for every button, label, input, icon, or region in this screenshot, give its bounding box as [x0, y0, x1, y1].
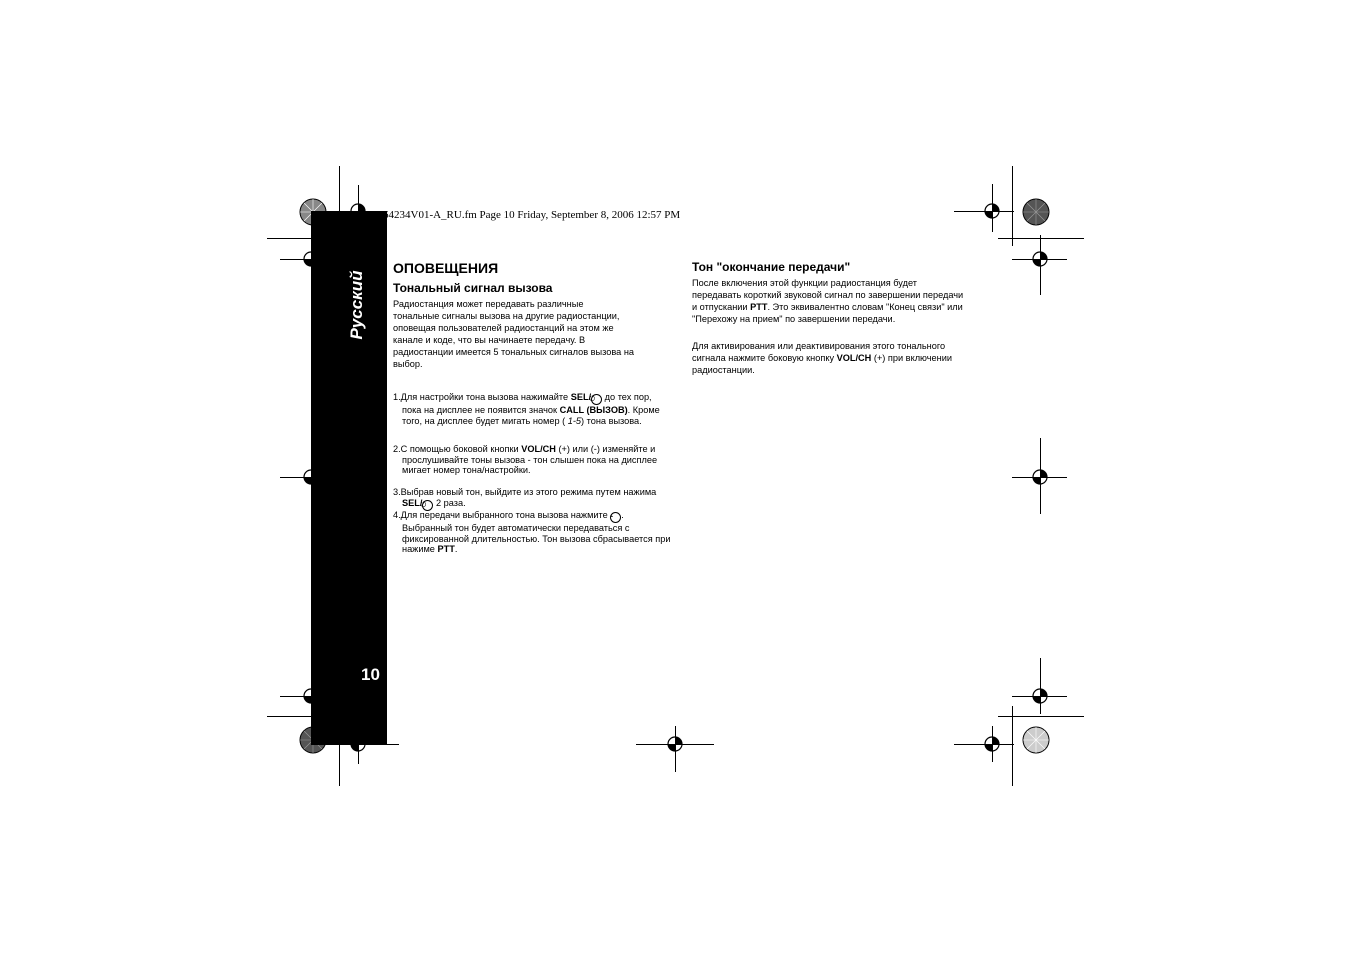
end-tone-title: Тон "окончание передачи": [692, 260, 851, 274]
intro-line: канале и коде, что вы начинаете передачу. В: [393, 335, 586, 345]
crop-mark: [998, 716, 1084, 717]
step-2: 2.С помощью боковой кнопки VOL/CH (+) или (-) изменяйте и прослушивайте тоны вызова - тон слышен пока на дисплее мигает номер тона/настройки.: [393, 444, 658, 475]
intro-line: выбор.: [393, 359, 423, 369]
print-rosette-mark: [1022, 726, 1050, 754]
end-tone-paragraph-1: После включения этой функции радиостанция будет передавать короткий звуковой сигнал по завершении передачи и отпускании PTT. Это эквивалентно словам "Конец связи" или "Перехожу на прием" по завершении передачи.: [692, 278, 964, 324]
power-icon: ⏻: [591, 394, 602, 405]
crop-mark: [1012, 706, 1013, 786]
crosshair-registration-mark: [1031, 250, 1049, 268]
file-info-header: 64234V01-A_RU.fm Page 10 Friday, September 8, 2006 12:57 PM: [383, 209, 681, 221]
crosshair-registration-mark: [1031, 687, 1049, 705]
intro-line: тональные сигналы вызова на другие радиостанции,: [393, 311, 620, 321]
crop-mark: [1040, 658, 1041, 714]
end-tone-paragraph-2: Для активирования или деактивирования этого тонального сигнала нажмите боковую кнопку VOL/CH (+) при включении радиостанции.: [692, 341, 952, 375]
step-1: 1.Для настройки тона вызова нажимайте SEL/⏻ до тех пор, пока на дисплее не появится значок CALL (ВЫЗОВ). Кроме того, на дисплее будет мигать номер ( 1-5) тона вызова.: [393, 392, 660, 426]
subsection-title: Тональный сигнал вызова: [393, 281, 553, 295]
crosshair-registration-mark: [983, 735, 1001, 753]
intro-line: радиостанции имеется 5 тональных сигналов вызова на: [393, 347, 634, 357]
call-button-icon: ◔: [610, 512, 621, 523]
intro-paragraph: [393, 298, 668, 370]
step-3: 3.Выбрав новый тон, выйдите из этого режима путем нажима SEL/⏻ 2 раза.: [393, 487, 657, 509]
language-label: Русский: [347, 270, 366, 340]
section-title: ОПОВЕЩЕНИЯ: [393, 260, 499, 276]
crop-mark: [1012, 166, 1013, 246]
intro-line: оповещая пользователей радиостанций на этом же: [393, 323, 614, 333]
print-rosette-mark: [1022, 198, 1050, 226]
tone-range: 1-5: [565, 415, 582, 426]
power-icon: ⏻: [422, 500, 433, 511]
crosshair-registration-mark: [983, 202, 1001, 220]
page-number: 10: [361, 665, 380, 684]
intro-line: Радиостанция может передавать различные: [393, 299, 584, 309]
crosshair-registration-mark: [666, 735, 684, 753]
step-4: 4.Для передачи выбранного тона вызова нажмите ◔ . Выбранный тон будет автоматически передаваться с фиксированной длительностью. Тон вызова сбрасывается при нажиме PTT.: [393, 510, 671, 554]
crop-mark: [998, 238, 1084, 239]
crosshair-registration-mark: [1031, 468, 1049, 486]
